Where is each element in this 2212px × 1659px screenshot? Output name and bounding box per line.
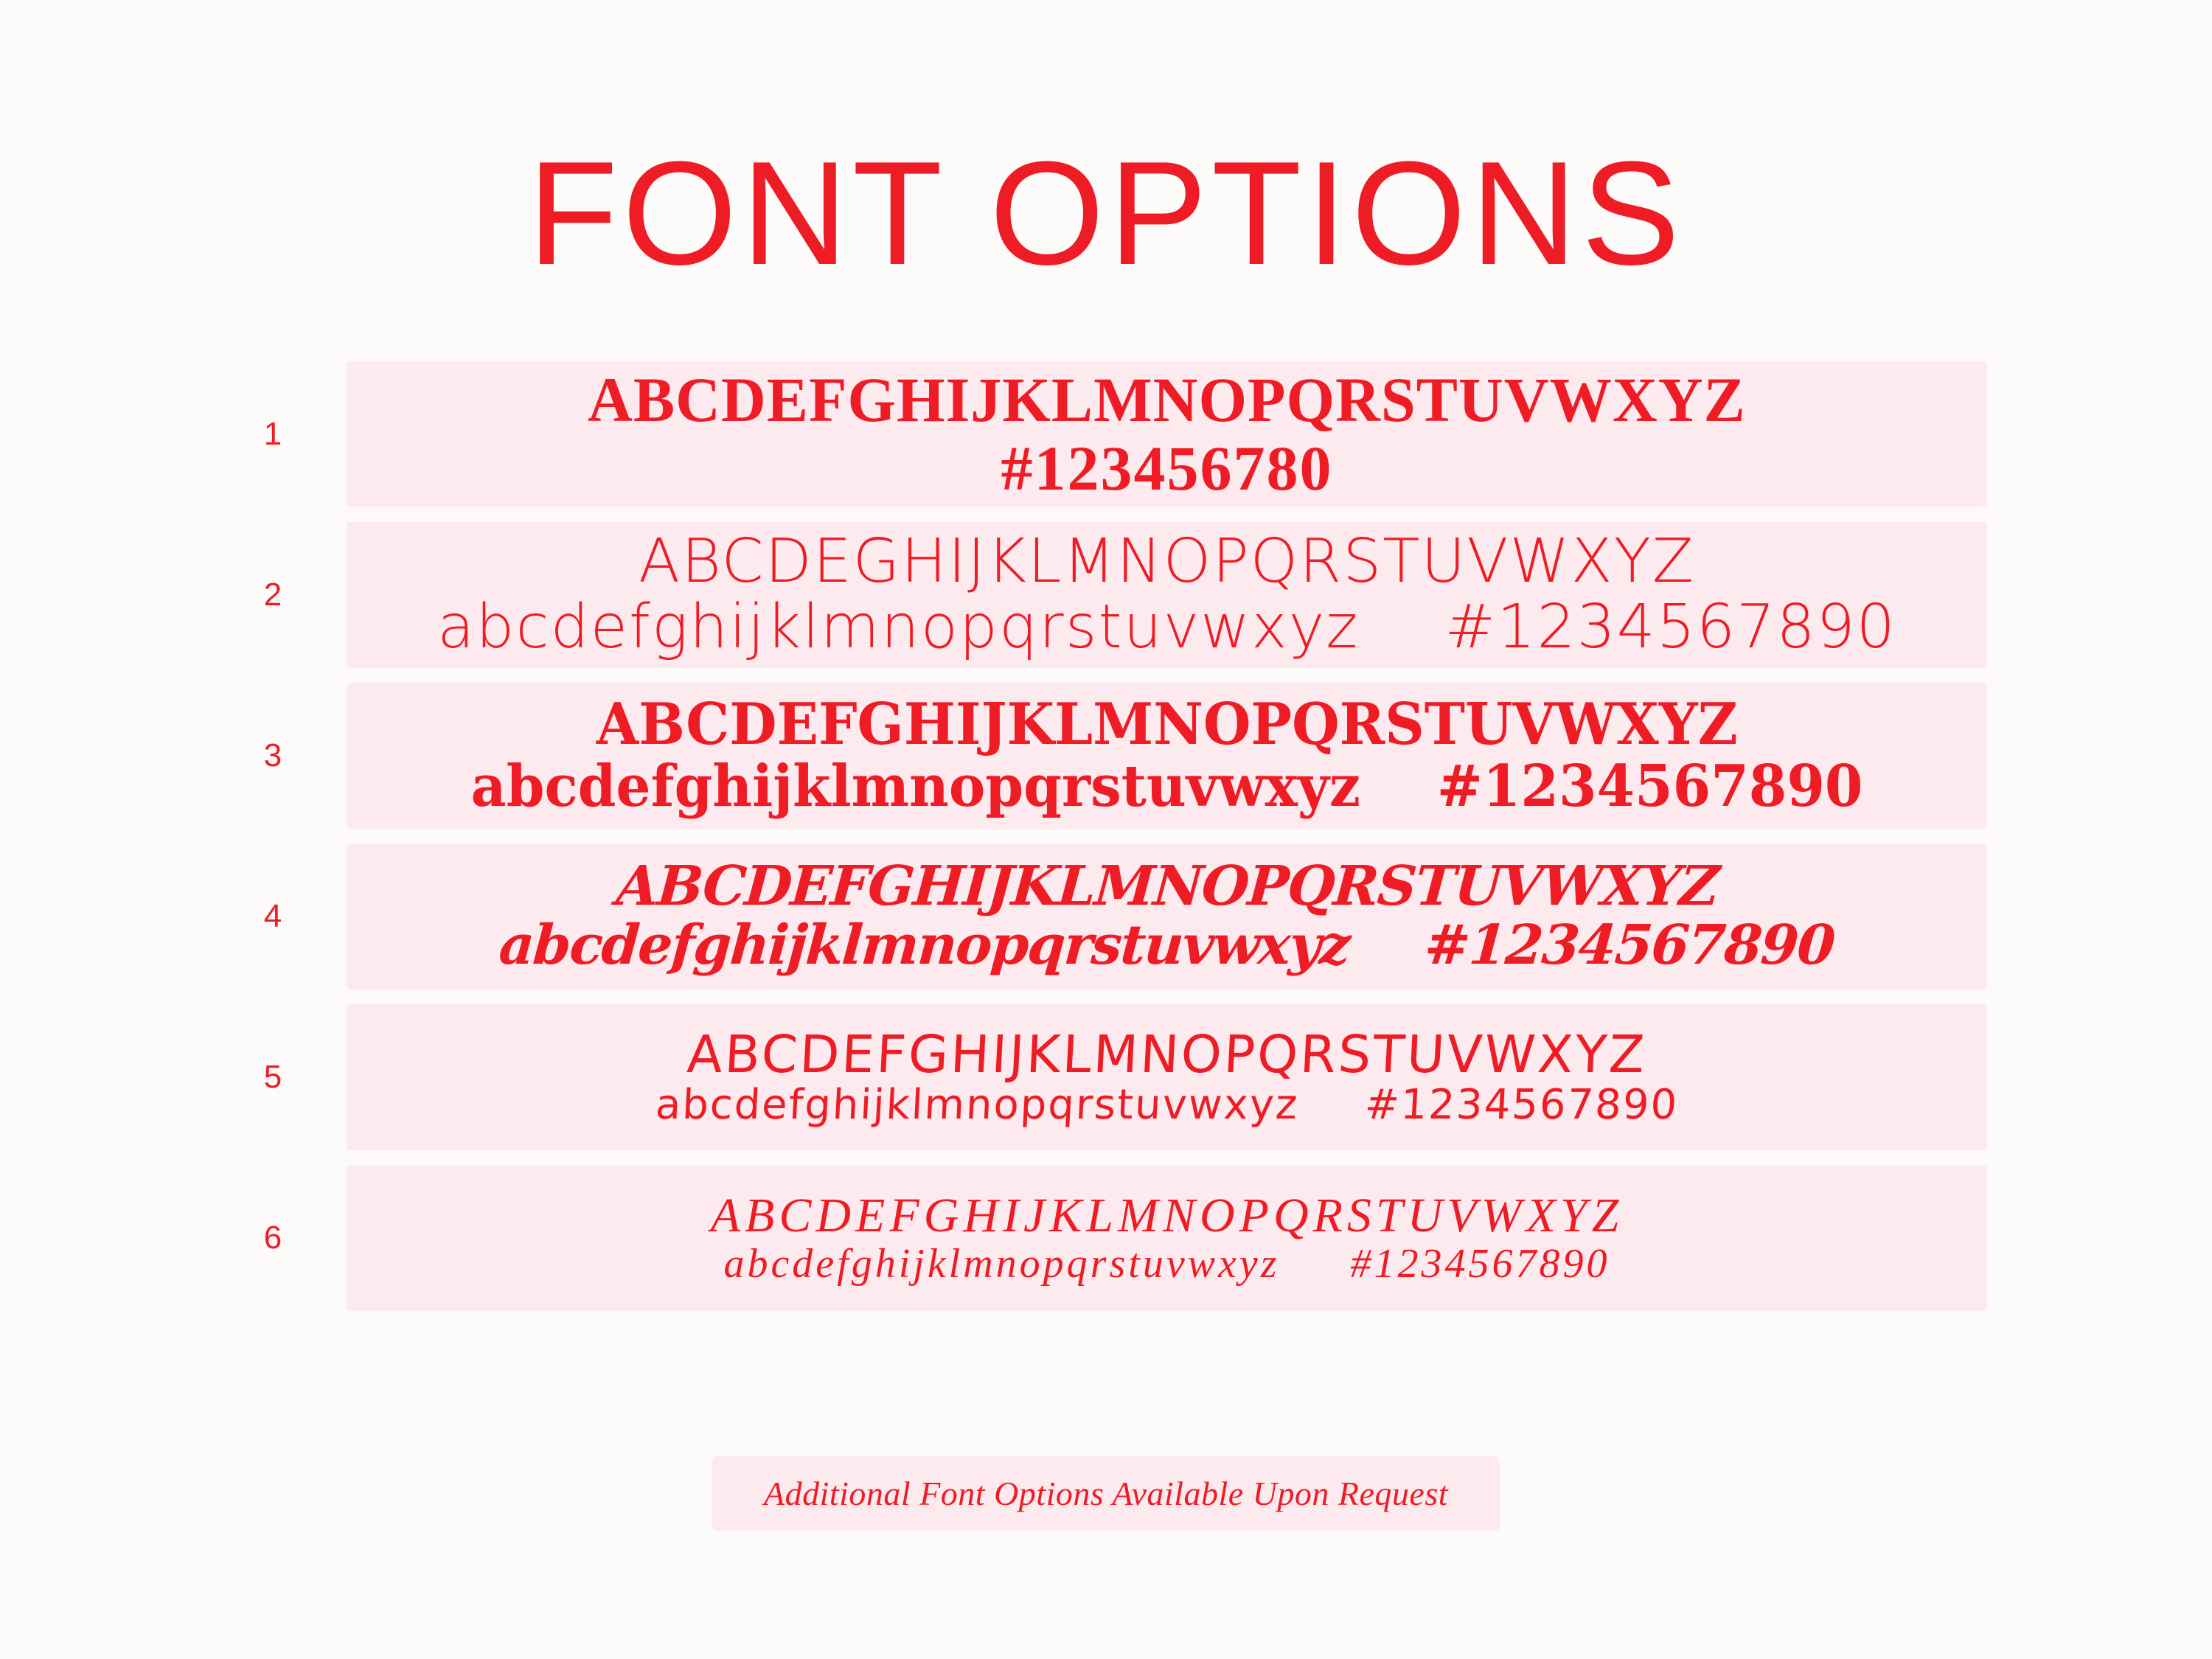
font-options-list xyxy=(0,361,2212,1326)
font-option-row[interactable] xyxy=(0,361,2212,507)
font-sample-numbers: #123456780 xyxy=(1001,433,1333,504)
font-option-sample-band[interactable] xyxy=(347,522,1987,668)
font-sample-numbers: #1234567890 xyxy=(1444,592,1896,662)
font-sample-numbers: #1234567890 xyxy=(1436,753,1863,820)
font-sample-uppercase: ABCDEGHIJKLMNOPQRSTUVWXYZ xyxy=(639,526,1695,597)
font-option-number: 2 xyxy=(263,577,282,613)
font-sample-lowercase: abcdefghijklmnopqrstuvwxyz xyxy=(654,1080,1300,1129)
font-sample-uppercase: ABCDEFGHIJKLMNOPQRSTUVWXYZ xyxy=(685,1023,1649,1085)
font-sample-lowercase-and-numbers xyxy=(497,914,1837,977)
font-option-number: 5 xyxy=(263,1059,282,1095)
font-option-number: 4 xyxy=(263,898,282,934)
font-sample-lowercase-and-numbers xyxy=(470,753,1863,820)
font-option-sample-band[interactable] xyxy=(347,361,1987,507)
font-option-number: 6 xyxy=(263,1220,282,1256)
font-option-row[interactable] xyxy=(0,1004,2212,1150)
font-sample-uppercase: ABCDEFGHIJKLMNOPQRSTUVWXYZ xyxy=(588,364,1746,436)
font-sample-numbers: #1234567890 xyxy=(1350,1241,1610,1287)
font-sample-lowercase-and-numbers xyxy=(654,1080,1680,1129)
font-sample-numbers: #1234567890 xyxy=(1422,914,1837,977)
font-option-row[interactable] xyxy=(0,522,2212,668)
footer-note-container xyxy=(0,1456,2212,1531)
font-option-sample-band[interactable] xyxy=(347,1004,1987,1150)
font-option-number: 3 xyxy=(263,737,282,773)
font-sample-numbers: #1234567890 xyxy=(1363,1080,1680,1129)
font-option-row[interactable] xyxy=(0,1165,2212,1311)
font-sample-uppercase: ABCDEFGHIJKLMNOPQRSTUVWXYZ xyxy=(710,1189,1624,1243)
font-option-number: 1 xyxy=(263,416,282,452)
font-sample-lowercase-and-numbers xyxy=(723,1242,1610,1286)
font-sample-uppercase: ABCDEFGHIJKLMNOPQRSTUVWXYZ xyxy=(613,855,1720,919)
font-sample-lowercase: abcdefghijklmnopqrstuvwxyz xyxy=(437,592,1360,662)
font-sample-lowercase-and-numbers xyxy=(437,592,1896,662)
font-option-sample-band[interactable] xyxy=(347,683,1987,829)
page-title: FONT OPTIONS xyxy=(527,131,1685,296)
font-sample-lowercase: abcdefghijklmnopqrstuvwxyz xyxy=(497,914,1352,977)
font-option-row[interactable] xyxy=(0,844,2212,990)
font-sample-lowercase: abcdefghijklmnopqrstuvwxyz xyxy=(470,753,1360,820)
footer-note: Additional Font Options Available Upon Request xyxy=(712,1456,1500,1531)
font-sample-uppercase: ABCDEFGHIJKLMNOPQRSTUVWXYZ xyxy=(596,690,1738,758)
font-option-sample-band[interactable] xyxy=(347,1165,1987,1311)
font-sample-lowercase: abcdefghijklmnopqrstuvwxyz xyxy=(723,1241,1280,1287)
font-option-row[interactable] xyxy=(0,683,2212,829)
font-option-sample-band[interactable] xyxy=(347,844,1987,990)
